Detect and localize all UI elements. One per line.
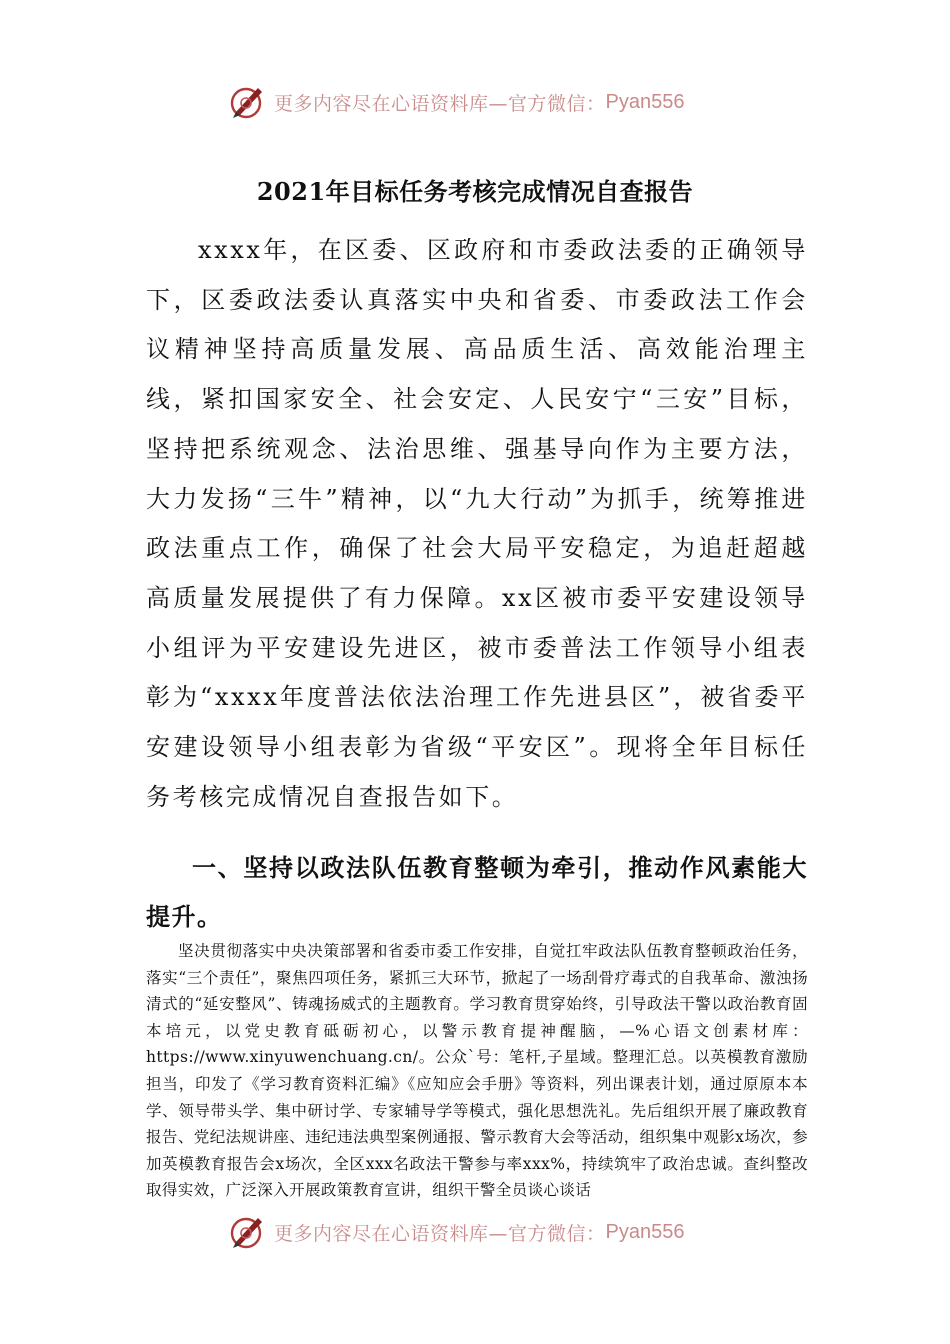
watermark-wechat-id: Pyan556 [605, 90, 685, 113]
footer-watermark-banner [228, 1210, 748, 1254]
intro-paragraph: xxxx年，在区委、区政府和市委政法委的正确领导下，区委政法委认真落实中央和省委、市委政法工作会议精神坚持高质量发展、高品质生活、高效能治理主线，紧扣国家安全、社会安定、人民安宁“三安”目标，坚持把系统观念、法治思维、强基导向作为主要方法，大力发扬“三牛”精神，以“九大行动”为抓手，统筹推进政法重点工作，确保了社会大局平安稳定，为追赶超越高质量发展提供了有力保障。xx区被市委平安建设领导小组评为平安建设先进区，被市委普法工作领导小组表彰为“xxxx年度普法依法治理工作先进县区”，被省委平安建设领导小组表彰为省级“平安区”。现将全年目标任务考核完成情况自查报告如下。 [146, 236, 808, 811]
section-1-body: 坚决贯彻落实中央决策部署和省委市委工作安排，自觉扛牢政法队伍教育整顿政治任务，落实“三个责任”，聚焦四项任务，紧抓三大环节，掀起了一场刮骨疗毒式的自我革命、激浊扬清式的“延安整风”、铸魂扬威式的主题教育。学习教育贯穿始终，引导政法干警以政治教育固本培元，以党史教育砥砺初心，以警示教育提神醒脑，—%心语文创素材库：https://www.xinyuwenchuang.cn/。公众`号：笔杆,子星域。整理汇总。以英模教育激励担当，印发了《学习教育资料汇编》《应知应会手册》等资料，列出课表计划，通过原原本本学、领导带头学、集中研讨学、专家辅导学等模式，强化思想洗礼。先后组织开展了廉政教育报告、党纪法规讲座、违纪违法典型案例通报、警示教育大会等活动，组织集中观影x场次，参加英模教育报告会x场次，全区xxx名政法干警参与率xxx%，持续筑牢了政治忠诚。查纠整改取得实效，广泛深入开展政策教育宣讲，组织干警全员谈心谈话 [146, 942, 808, 1200]
watermark-slogan: 更多内容尽在心语资料库—官方微信： [274, 1222, 606, 1245]
pen-circle-logo-icon [228, 1212, 268, 1252]
section-1-heading: 一、坚持以政法队伍教育整顿为牵引，推动作风素能大提升。 [146, 854, 808, 931]
document-title: 2021年目标任务考核完成情况自查报告 [256, 177, 694, 206]
header-watermark-banner [228, 80, 748, 124]
pen-circle-logo-icon [228, 82, 268, 122]
watermark-wechat-id: Pyan556 [605, 1220, 685, 1243]
watermark-slogan: 更多内容尽在心语资料库—官方微信： [274, 92, 606, 115]
